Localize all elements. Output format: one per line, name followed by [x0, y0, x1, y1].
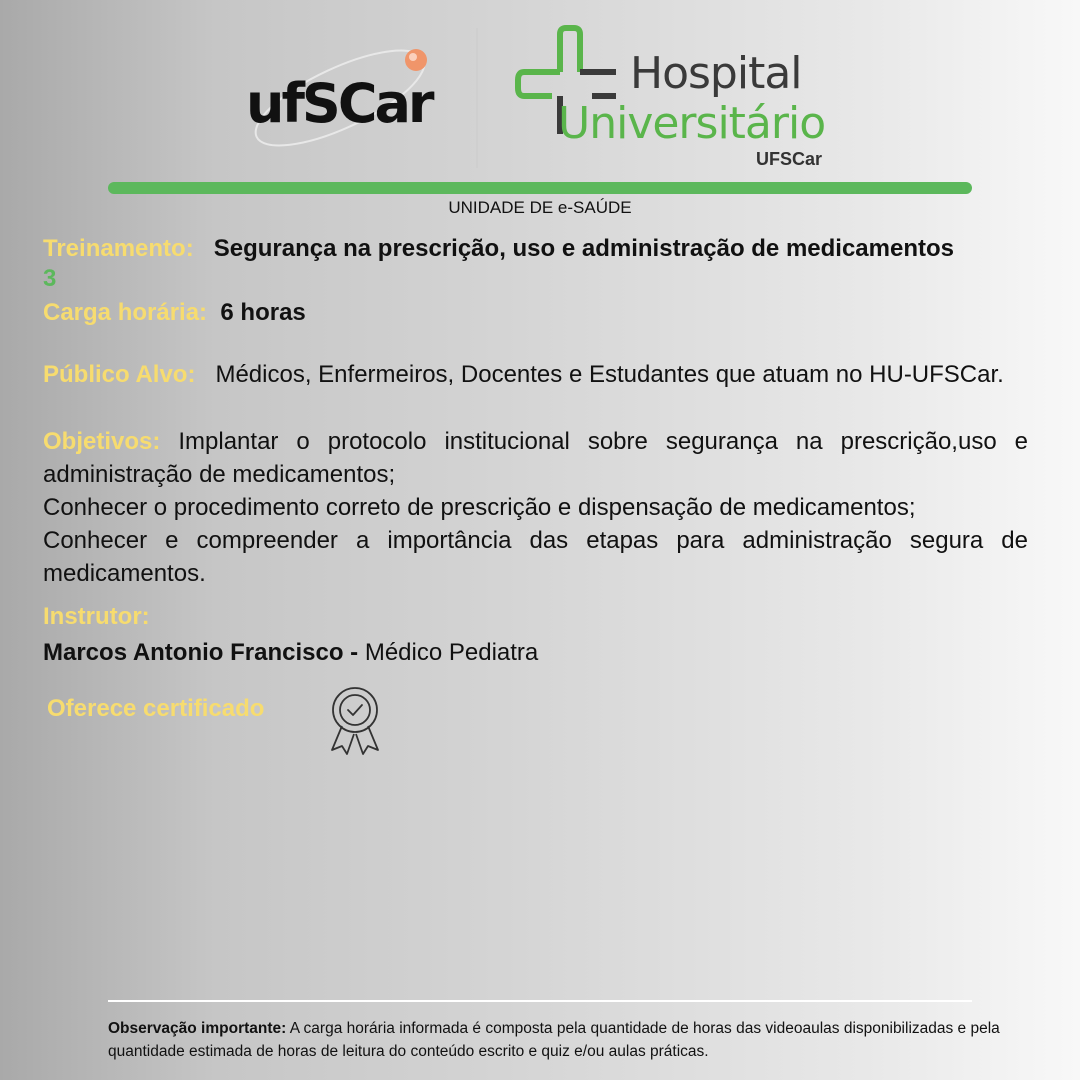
hospital-universitario-logo — [512, 24, 842, 174]
footer-note — [108, 1017, 1038, 1063]
instructor-line — [43, 636, 538, 669]
objective-item: Conhecer o procedimento correto de prescrição e dispensação de medicamentos; — [43, 494, 916, 521]
hu-logo-line2: Universitário — [558, 98, 826, 149]
ufscar-logo-text: ufSCar — [246, 72, 432, 135]
instructor-name: Marcos Antonio Francisco - — [43, 639, 359, 666]
workload-line — [43, 296, 306, 329]
footer-note-label: Observação importante: — [108, 1020, 287, 1037]
objectives-paragraph — [43, 425, 1028, 491]
certificate-badge-icon — [328, 684, 382, 756]
footer-divider — [108, 1000, 972, 1002]
training-line — [43, 232, 954, 265]
green-divider-bar — [108, 182, 972, 194]
hu-logo-line1: Hospital — [630, 48, 802, 99]
objective-item: Implantar o protocolo institucional sobre segurança na prescrição,uso e administração de medicamentos; — [43, 428, 1029, 488]
footer-note-text: A carga horária informada é composta pela quantidade de horas das videoaulas disponibilizadas e pela quantidade estimada de horas de leitura do conteúdo escrito e quiz e/ou aulas práticas. — [108, 1020, 1000, 1060]
instructor-role: Médico Pediatra — [364, 639, 539, 666]
instructor-label: Instrutor: — [43, 603, 150, 630]
training-number: 3 — [43, 265, 57, 292]
objective-item: Conhecer e compreender a importância das etapas para administração segura de medicamentos. — [43, 527, 1028, 587]
training-title: Segurança na prescrição, uso e administração de medicamentos — [213, 235, 955, 262]
audience-label: Público Alvo: — [43, 361, 196, 388]
objectives-label: Objetivos: — [43, 428, 161, 455]
logo-divider — [476, 28, 478, 168]
unit-label: UNIDADE DE e-SAÚDE — [448, 198, 632, 217]
workload-label: Carga horária: — [43, 299, 208, 326]
training-label: Treinamento: — [43, 235, 194, 262]
workload-value: 6 horas — [220, 299, 306, 326]
audience-value: Médicos, Enfermeiros, Docentes e Estudantes que atuam no HU-UFSCar. — [215, 361, 1004, 388]
hu-logo-sub: UFSCar — [756, 149, 823, 169]
certificate-label: Oferece certificado — [47, 695, 265, 722]
audience-paragraph — [43, 358, 1028, 391]
ufscar-logo — [240, 40, 440, 150]
